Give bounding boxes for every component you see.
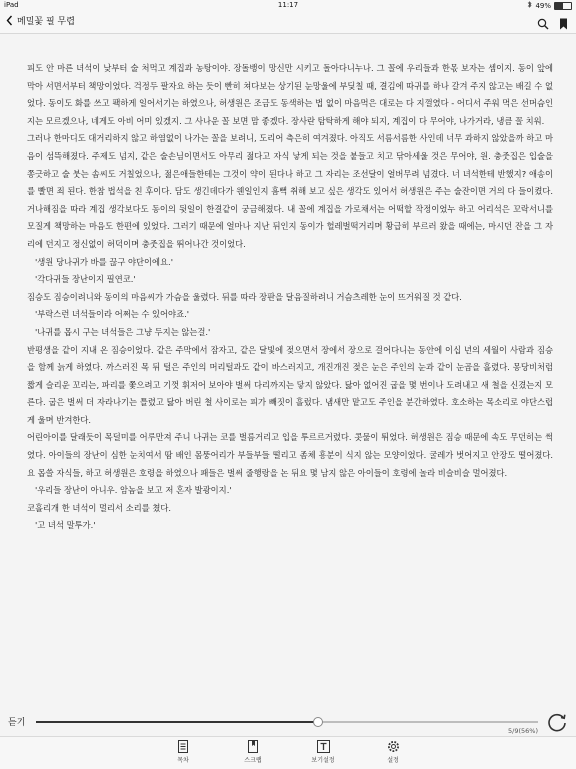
paragraph: 반평생을 같이 지내 온 짐승이었다. 같은 주막에서 잠자고, 같은 달빛에 젖으면서 장에서 장으로 걸어다니는 동안에 이십 년의 세월이 사람과 짐승을 함께 늙게 하였다. 까스러진 목 뒤 털은 주인의 머리털과도 같이 바스러지고, 개진개진 젖은 눈은 주인의 눈과 같이 눈곱을 흘렸다. 몽당비처럼 짧게 슬리운 꼬리는, 파리를 쫓으려고 기껏 휘저어 보아야 벌써 다리까지는 닿지 않았다. 닳아 없어진 굽을 몇 번이나 도려내고 새 철을 신겼는지 모른다. 굽은 벌써 더 자라나기는 틀렸고 닳아 버린 철 사이로는 피가 빼짓이 흘렀다. 냄새만 맡고도 주인을 분간하였다. 호소하는 목소리로 야단스럽게 울며 반겨한다.: [27, 344, 553, 425]
paragraph: '생원 당나귀가 바를 끊구 야단이에요.': [35, 256, 173, 267]
book-title: 메밀꽃 필 무렵: [17, 17, 75, 27]
progress-slider[interactable]: [36, 721, 538, 723]
battery-icon: [554, 2, 572, 10]
paragraph: 코흘리개 한 녀석이 멀리서 소리를 쳤다.: [27, 502, 172, 513]
nav-bar: [0, 11, 576, 34]
paragraph: '부락스런 녀석들이라 어쩌는 수 있어야죠.': [35, 309, 190, 320]
progress-fill: [36, 721, 317, 723]
scrap-icon: [247, 740, 259, 755]
paragraph: 어린아이를 달래듯이 목덜미를 어루만져 주니 나귀는 코를 벌름거리고 입을 투르르거렸다. 콧물이 튀었다. 허생원은 짐승 때문에 속도 무던히는 썩였다. 아이들의 장난이 심한 눈치여서 땀 배인 몸뚱어리가 부들부들 떨리고 좀체 흥분이 식지 않는 모양이었다. 굴레가 벗어지고 안장도 떨어졌다. 요 몹쓸 자식들, 하고 허생원은 호령을 하였으나 패들은 벌써 줄행랑을 논 뒤요 몇 남지 않은 아이들이 호령에 놀라 비슬비슬 멀어졌다.: [27, 432, 553, 478]
paragraph: 피도 안 마른 녀석이 낮부터 술 처먹고 계집과 농탕이야. 장돌뱅이 망신만 시키고 돌아다니누나. 그 꼴에 우리들과 한몫 보자는 셈이지. 동이 앞에 막아 서면서부터 책망이었다. 걱정두 팔자요 하는 듯이 빤히 쳐다보는 상기된 눈망울에 부딪칠 때, 결김에 따귀를 하나 갈겨 주지 않고는 배길 수 없었다. 동이도 화를 쓰고 팩하게 일어서기는 하였으나, 허생원은 조금도 동색하는 법 없이 마음먹은 대로는 다 지껄였다 - 어디서 주워 먹은 선머슴인지는 모르겠으나, 네게도 아비 어미 있겠지. 그 사나운 꼴 보면 맘 좋겠다. 장사란 탐탁하게 해야 되지, 계집이 다 무어야, 나가거라, 냉큼 꼴 치워.: [27, 63, 553, 126]
search-icon[interactable]: [537, 15, 549, 34]
tab-bar: [0, 736, 576, 769]
device-label: iPad: [4, 1, 19, 9]
paragraph: '나귀를 몹시 구는 녀석들은 그냥 두지는 않는걸.': [35, 326, 211, 337]
bluetooth-icon: [527, 1, 532, 10]
paragraph: '고 녀석 말투가.': [35, 520, 96, 531]
status-bar: [0, 0, 576, 11]
page-info: 5/9(56%): [508, 727, 538, 735]
list-icon: [177, 740, 189, 755]
clock: 11:17: [277, 1, 299, 9]
tab-settings-label: 설정: [387, 757, 399, 764]
tab-toc-label: 목차: [177, 757, 189, 764]
tab-view-settings[interactable]: [298, 740, 348, 764]
nav-actions: [537, 15, 568, 34]
tab-toc[interactable]: [158, 740, 208, 764]
chevron-left-icon: [6, 15, 13, 26]
tab-settings[interactable]: [368, 740, 418, 764]
paragraph: '우리들 장난이 아니우. 암놈을 보고 저 혼자 발광이지.': [35, 485, 232, 496]
battery-percent: 49%: [535, 1, 551, 10]
listen-button[interactable]: 듣기: [8, 718, 26, 728]
refresh-icon[interactable]: [546, 711, 568, 737]
bookmark-icon[interactable]: [559, 15, 568, 34]
paragraph: 그러나 한마디도 대거리하지 않고 하염없이 나가는 꼴을 보려니, 도리어 측은히 여겨졌다. 아직도 서름서름한 사인데 너무 과하지 않았을까 하고 마음이 섬뜩해졌다. 주제도 넘지, 같은 술손님이면서도 아무리 젊다고 자식 낳게 되는 것을 붙들고 치고 닦아세울 것은 무어야, 원. 충줏집은 입술을 쫑긋하고 술 붓는 솜씨도 거칠었으나, 젊은애들한테는 그것이 약이 된다나 하고 그 자리는 조선달이 얼버무려 넘겼다. 너 녀석한테 반했지? 애송이를 빨면 죄 된다. 한참 법석을 친 후이다. 담도 생긴데다가 웬일인지 흠뻑 취해 보고 싶은 생각도 있어서 허생원은 주는 술잔이면 거의 다 들이켰다. 거나해짐을 따라 계집 생각보다도 동이의 뒷일이 한결같이 궁금해졌다. 내 꼴에 계집을 가로채서는 어떡할 작정이었누 하고 어리석은 꼬락서니를 모질게 책망하는 마음도 한편에 있었다. 그러기 때문에 얼마나 지난 뒤인지 동이가 헐레벌떡거리며 황급히 부르러 왔을 때에는, 마시던 잔을 그 자리에 던지고 정신없이 허덕이며 충줏집을 뛰어나간 것이었다.: [27, 133, 553, 249]
paragraph: 짐승도 짐승이려니와 동이의 마음씨가 가슴을 울렸다. 뒤를 따라 장판을 달음질하려니 거슴츠레한 눈이 뜨거워질 것 같다.: [27, 291, 462, 302]
status-right: [527, 1, 572, 10]
battery-fill: [555, 3, 563, 9]
gear-icon: [387, 740, 400, 755]
back-button[interactable]: [6, 14, 75, 27]
tab-scrap[interactable]: [228, 740, 278, 764]
tab-scrap-label: 스크랩: [244, 757, 262, 764]
reading-content: [27, 60, 553, 700]
text-icon: [317, 740, 330, 755]
progress-thumb[interactable]: [313, 717, 323, 727]
tab-view-settings-label: 보기설정: [311, 757, 335, 764]
paragraph: '각다귀들 장난이지 필연코.': [35, 274, 136, 285]
